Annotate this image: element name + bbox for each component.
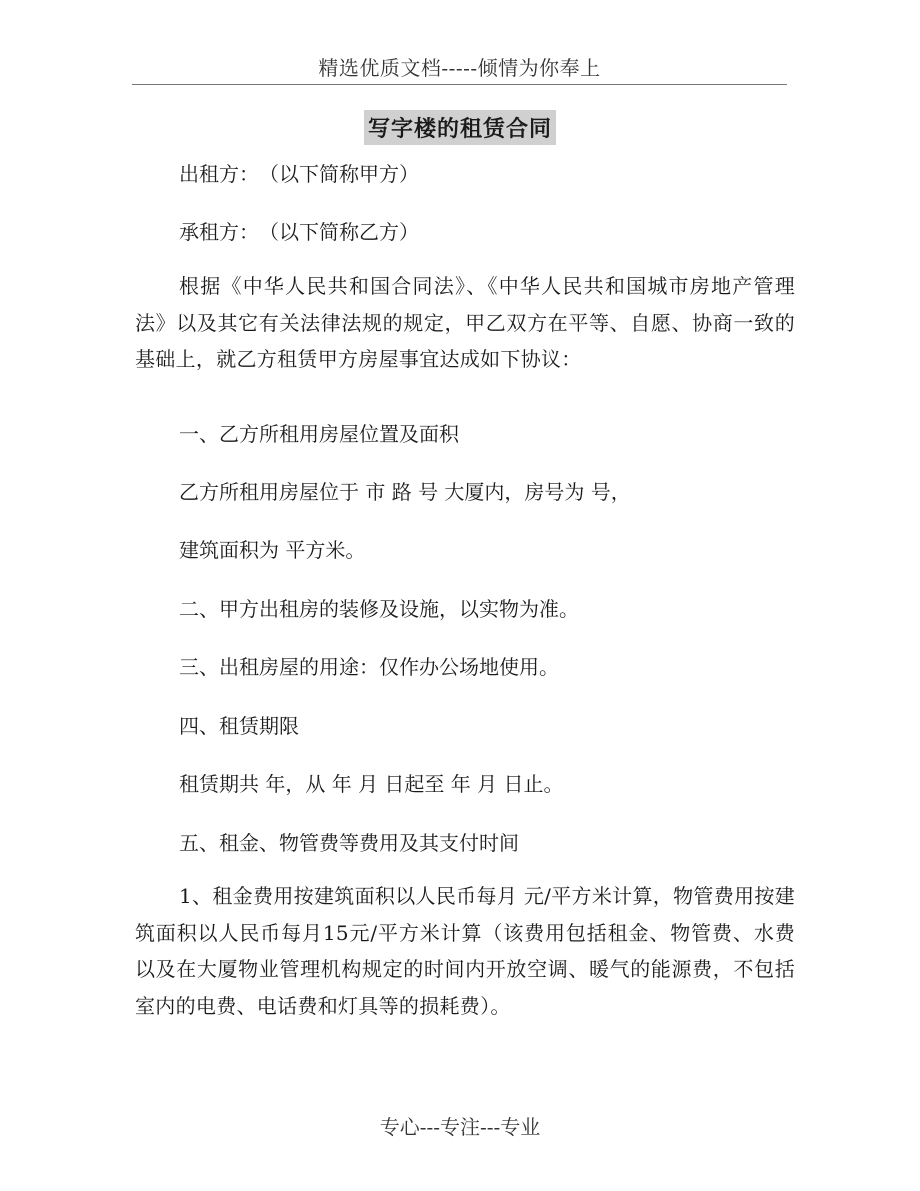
section-5-heading: 五、租金、物管费等费用及其支付时间: [179, 831, 519, 855]
section-1-area: 建筑面积为 平方米。: [179, 538, 366, 562]
preamble-paragraph: 根据《中华人民共和国合同法》、《中华人民共和国城市房地产管理法》以及其它有关法律法规的规定，甲乙双方在平等、自愿、协商一致的基础上，就乙方租赁甲方房屋事宜达成如下协议：: [135, 274, 795, 371]
section-4-heading: 四、租赁期限: [179, 714, 299, 738]
section-1-location: 乙方所租用房屋位于 市 路 号 大厦内，房号为 号，: [179, 480, 631, 504]
section-2: 二、甲方出租房的装修及设施，以实物为准。: [179, 597, 579, 621]
section-1-heading: 一、乙方所租用房屋位置及面积: [179, 422, 459, 446]
section-3: 三、出租房屋的用途：仅作办公场地使用。: [179, 655, 559, 679]
lessor-line: 出租方： （以下简称甲方）: [179, 162, 419, 186]
header-divider: [132, 84, 787, 85]
section-5-item-1: 1、租金费用按建筑面积以人民币每月 元/平方米计算，物管费用按建筑面积以人民币每月15元/平方米计算（该费用包括租金、物管费、水费以及在大厦物业管理机构规定的时间内开放空调、暖气的能源费，不包括室内的电费、电话费和灯具等的损耗费）。: [135, 884, 795, 1018]
page-footer: 专心---专注---专业: [379, 1115, 541, 1139]
lessee-line: 承租方： （以下简称乙方）: [179, 220, 419, 244]
section-4-term: 租赁期共 年，从 年 月 日起至 年 月 日止。: [179, 772, 564, 796]
document-title: 写字楼的租赁合同: [364, 110, 556, 145]
title-container: [0, 110, 920, 145]
page-header: 精选优质文档-----倾情为你奉上: [318, 56, 601, 80]
